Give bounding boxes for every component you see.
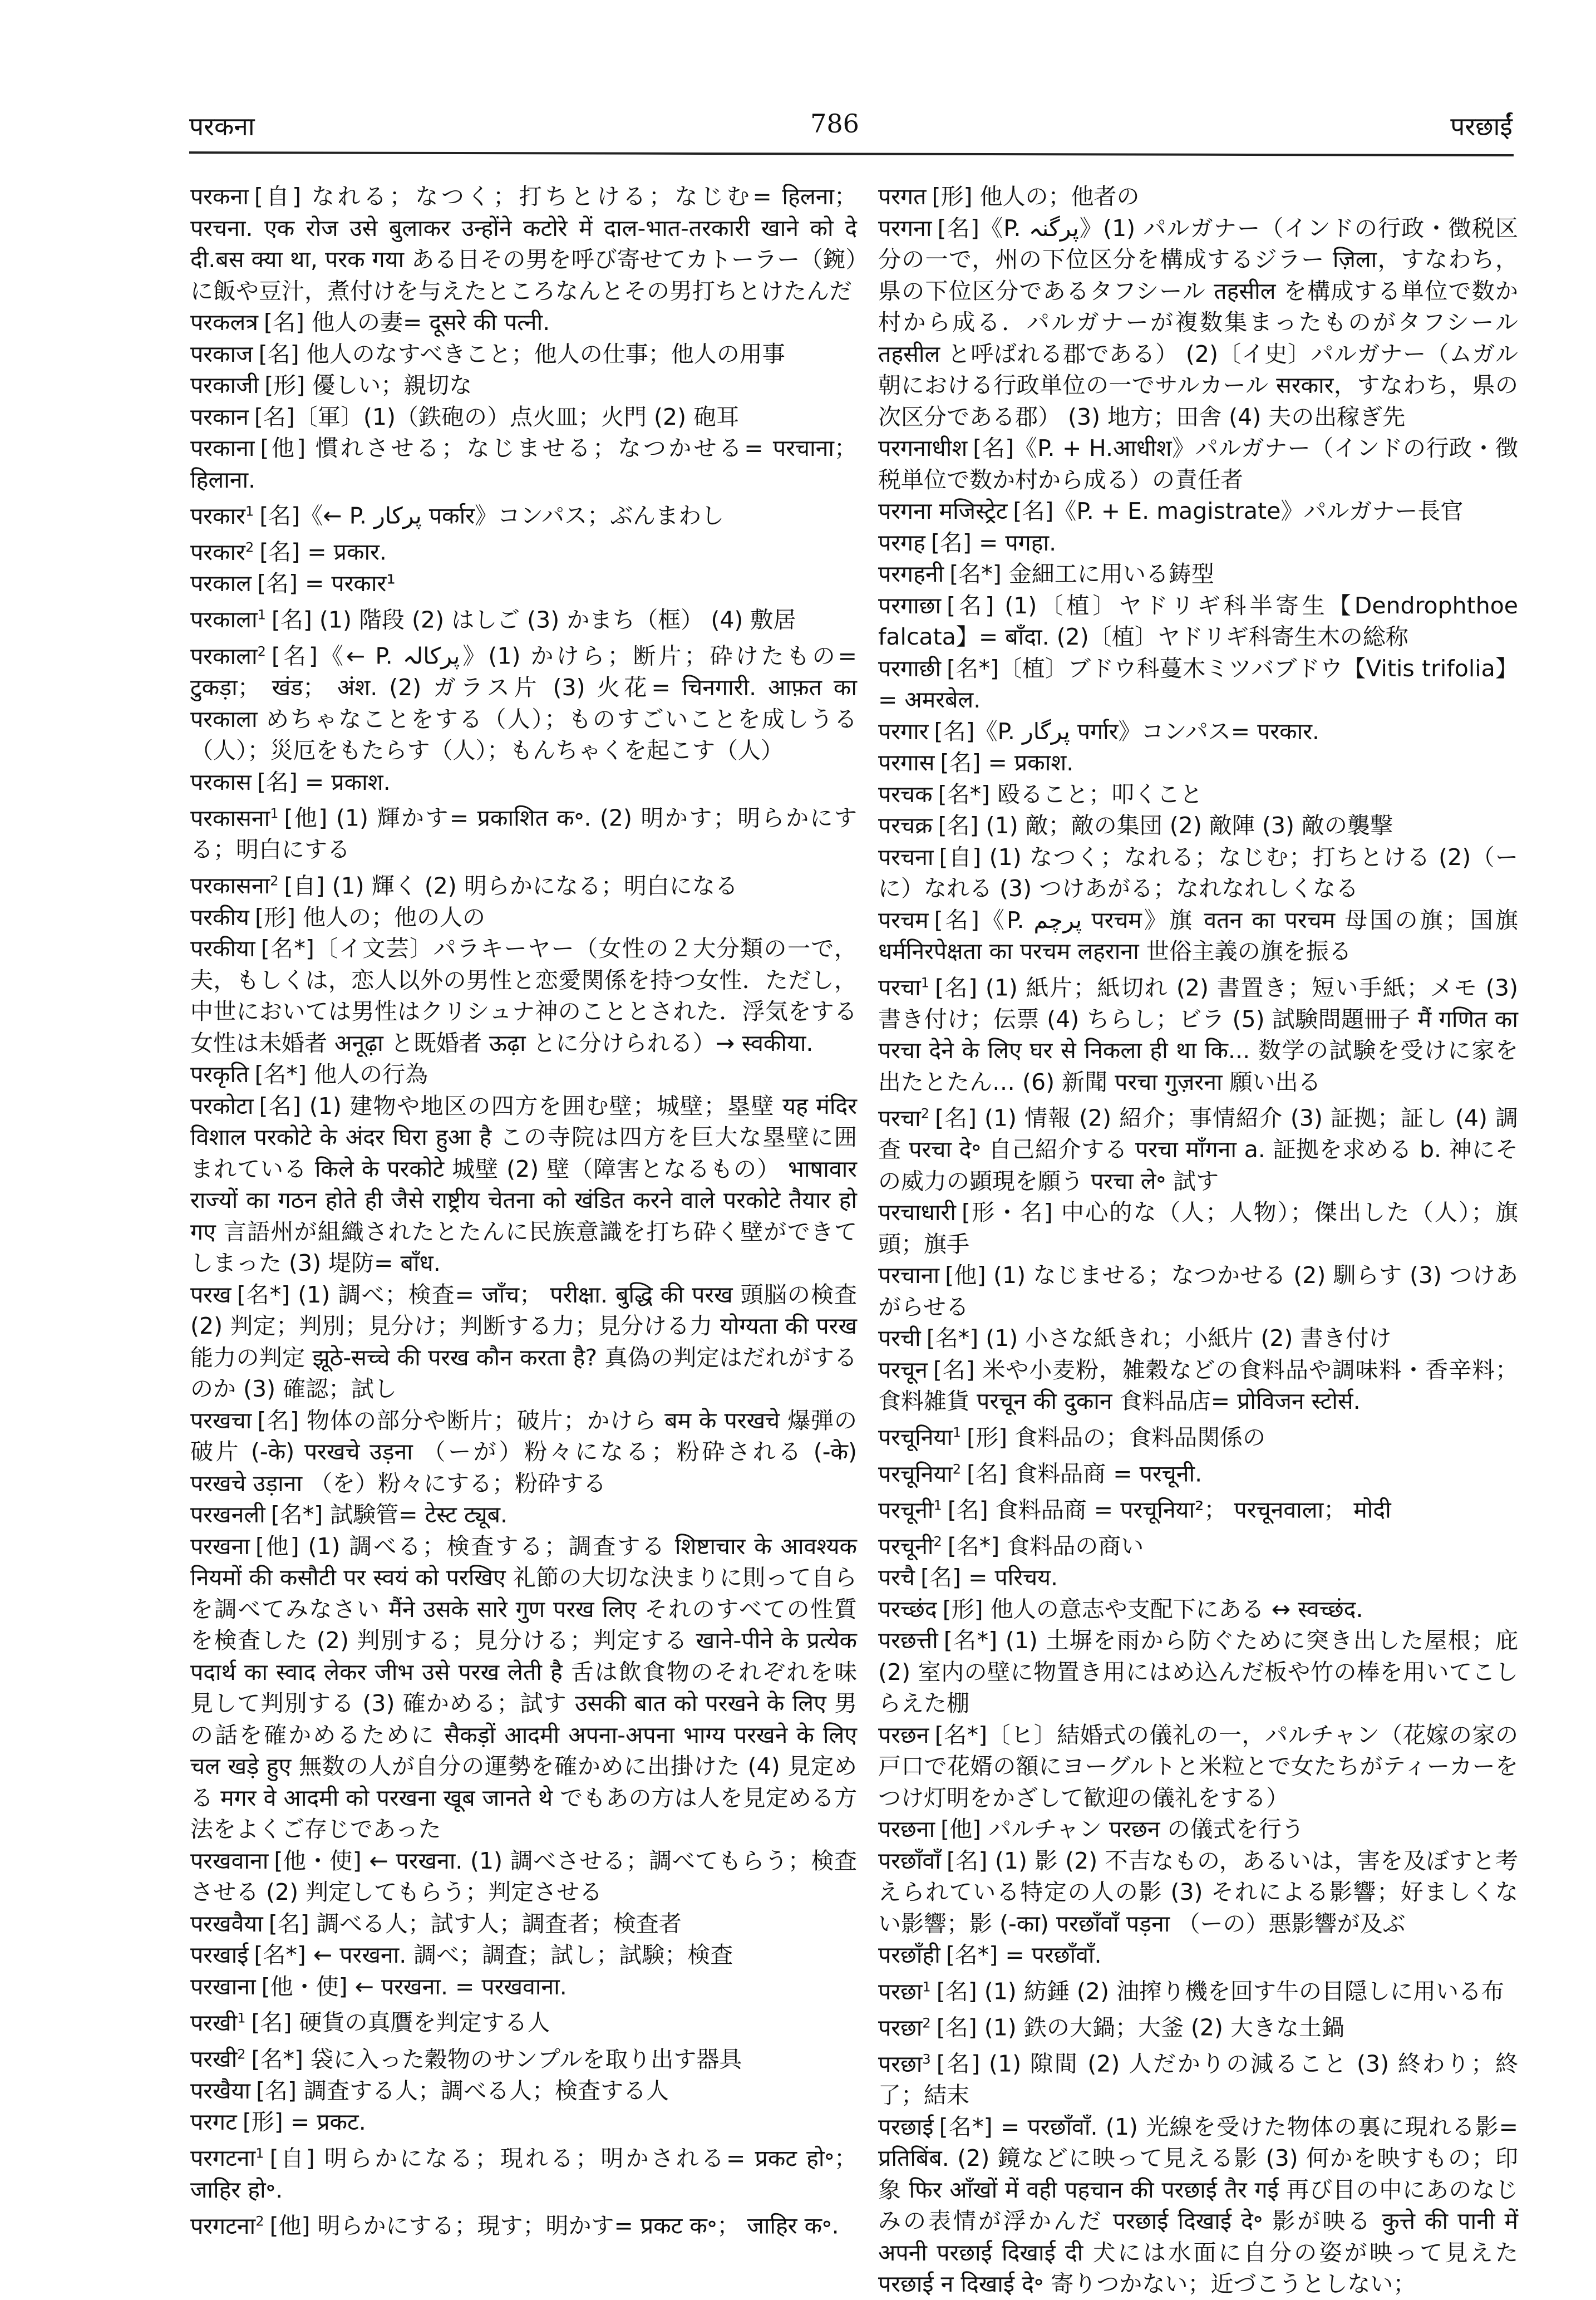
dictionary-entry	[190, 798, 857, 866]
dictionary-entry	[878, 842, 1518, 905]
headword	[878, 1461, 961, 1487]
headword-text: परकाज	[190, 340, 253, 367]
dictionary-entry	[878, 905, 1518, 967]
header-rule	[189, 151, 1514, 156]
headword	[190, 935, 255, 962]
headword-text: परगना मजिस्ट्रेट	[878, 498, 1008, 524]
headword-text: परचून	[878, 1356, 928, 1383]
headword-text: परचना	[878, 843, 934, 871]
headword-text: परचक	[878, 780, 933, 808]
dictionary-entry	[878, 779, 1518, 810]
dictionary-entry	[878, 1490, 1518, 1526]
homonym-number: 2	[270, 873, 279, 889]
headword-text: परचाना	[878, 1262, 940, 1289]
definition: [名]《← P. پرکار पर्कार》コンパス；ぶんまわし	[259, 502, 725, 529]
definition: [名] (1) 情報 (2) 紹介；事情紹介 (3) 証拠；証し (4) 調査 परचा दे॰ 自己紹介する परचा माँगना a. 証拠を求める b. 神にその威力の顕現を願う परचा ले॰ 試す	[878, 1104, 1518, 1195]
headword-text: परकाला	[190, 642, 258, 670]
headword	[878, 1627, 938, 1654]
definition: [形] 食料品の；食料品関係の	[967, 1424, 1266, 1451]
headword	[878, 2014, 931, 2041]
definition: [名] 食料品商 = परचूनिया²； परचूनवाला； मोदी	[947, 1496, 1391, 1523]
definition: [名] (1)〔植〕ヤドリギ科半寄生【Dendrophthoe falcata】= बाँदा. (2)〔植〕ヤドリギ科寄生木の総称	[878, 592, 1518, 650]
definition: [他] 明らかにする；現す；明かす= प्रकट क॰； जाहिर क॰.	[269, 2213, 839, 2240]
headword-text: परछाँही	[878, 1942, 940, 1969]
dictionary-entry	[190, 766, 857, 798]
definition: [名*]〔イ文芸〕パラキーヤー（女性の２大分類の一で，夫，もしくは，恋人以外の男性と恋愛関係を持つ女性．ただし，中世においては男性はクリシュナ神のこととされた．浮気をする女性は未婚者 अनूढ़ा と既婚者 ऊढ़ा とに分けられる）→ स्वकीया.	[190, 935, 857, 1056]
headword-text: परखैया	[190, 2077, 250, 2104]
dictionary-entry	[878, 213, 1518, 433]
dictionary-entry	[190, 1405, 857, 1500]
headword	[190, 2046, 246, 2072]
headword-text: परछा	[878, 2050, 923, 2077]
guide-word-right: परछाईं	[1450, 111, 1513, 141]
definition: [名] = प्रकाश.	[257, 768, 391, 795]
homonym-number: 1	[237, 2010, 246, 2026]
dictionary-entry	[878, 1417, 1518, 1453]
definition: [名] (1) 階段 (2) はしご (3) かまち（框） (4) 敷居	[271, 606, 796, 633]
headword-text: परकाजी	[190, 372, 259, 399]
dictionary-entry	[190, 1908, 857, 1940]
headword-text: परगाछी	[878, 655, 942, 682]
headword-text: परखवाना	[190, 1847, 269, 1874]
headword-text: परछना	[878, 1816, 935, 1843]
headword	[878, 498, 1007, 524]
dictionary-entry	[190, 401, 857, 433]
definition: [他] (1) 輝かす= प्रकाशित क॰. (2) 明かす；明らかにする；明白にする	[190, 804, 857, 863]
homonym-number: 1	[255, 2145, 264, 2161]
definition: [名*] = परछाँवाँ.	[945, 1942, 1102, 1969]
homonym-number: 2	[922, 2015, 931, 2031]
headword-text: परचूनिया	[878, 1424, 953, 1451]
definition: [形] 他人の意志や支配下にある ↔ स्वच्छंद.	[942, 1595, 1363, 1623]
headword-text: परगह	[878, 529, 925, 556]
definition: [他] 慣れさせる；なじませる；なつかせる= परचाना； हिलाना.	[190, 435, 857, 493]
headword	[878, 844, 933, 871]
headword	[878, 1105, 929, 1132]
headword	[190, 1847, 268, 1874]
dictionary-entry	[878, 1526, 1518, 1562]
dictionary-entry	[878, 590, 1518, 653]
dictionary-entry	[878, 653, 1518, 716]
definition: [名*] ← परखना. 調べ；調査；試し；試験；検査	[254, 1942, 733, 1969]
homonym-number: 1	[245, 503, 254, 519]
headword	[190, 570, 252, 597]
headword-text: परछाँवाँ	[878, 1847, 941, 1874]
headword	[190, 805, 279, 832]
headword	[878, 1816, 935, 1842]
headword	[190, 904, 249, 931]
left-column	[190, 181, 857, 2242]
headword-text: परछाई	[878, 2113, 934, 2140]
definition: [名]《P. + H.आधीश》パルガナー（インドの行政・徴税単位で数か村から成る）の責任者	[878, 435, 1518, 493]
definition: [名]《P. پرگار पर्गार》コンパス= परकार.	[934, 717, 1320, 745]
definition: [名*] (1) 土塀を雨から防ぐために突き出した屋根；庇 (2) 室内の壁に物置き用にはめ込んだ板や竹の棒を用いてこしらえた棚	[878, 1627, 1518, 1717]
definition: [名] = पगहा.	[930, 529, 1057, 556]
dictionary-entry	[878, 967, 1518, 1098]
dictionary-entry	[878, 1260, 1518, 1323]
headword	[190, 1281, 231, 1308]
definition: [名]《P. پرچم परचम》旗 वतन का परचम 母国の旗；国旗 धर्मनिरपेक्षता का परचम लहराना 世俗主義の旗を振る	[878, 906, 1518, 965]
definition: [自] (1) なつく；なれる；なじむ；打ちとける (2)（ーに）なれる (3) つけあがる；なれなれしくなる	[878, 843, 1518, 902]
headword	[190, 2009, 246, 2036]
dictionary-entry	[878, 1098, 1518, 1197]
definition: [名*] (1) 調べ；検査= जाँच； परीक्षा. बुद्धि की परख 頭脳の検査 (2) 判定；判別；見分け；判断する力；見分ける力 योग्यता की परख 能力の判定 झूठे-सच्चे की परख कौन करता है? 真偽の判定はだれがするのか (3) 確認；試し	[190, 1281, 857, 1403]
headword	[878, 1533, 942, 1560]
homonym-number: 1	[922, 1978, 931, 1994]
headword-text: परकार	[190, 538, 245, 566]
headword	[878, 215, 932, 242]
headword-text: परकाना	[190, 435, 255, 461]
definition: [形] 他人の；他の人の	[254, 903, 485, 931]
headword-text: परगटना	[190, 2213, 256, 2240]
definition: [名]〔軍〕(1)（鉄砲の）点火皿；火門 (2) 砲耳	[254, 403, 740, 430]
headword	[190, 183, 249, 210]
headword-text: परगनाधीश	[878, 435, 968, 461]
headword	[190, 1942, 248, 1968]
headword	[190, 1407, 252, 1434]
headword	[190, 341, 253, 367]
dictionary-entry	[878, 2007, 1518, 2043]
definition: [名] = प्रकाश.	[940, 749, 1074, 776]
headword	[878, 529, 925, 556]
headword-text: परखना	[190, 1532, 250, 1560]
headword-text: परगटना	[190, 2145, 256, 2172]
headword	[878, 1497, 942, 1523]
headword-text: परचा	[878, 1104, 921, 1132]
headword-text: परकृति	[190, 1061, 249, 1088]
dictionary-entry	[878, 1845, 1518, 1940]
headword	[190, 404, 249, 430]
dictionary-entry	[190, 2106, 857, 2138]
dictionary-entry	[878, 527, 1518, 559]
homonym-number: 1	[933, 1497, 942, 1513]
homonym-number: 2	[237, 2046, 246, 2062]
headword-text: परकोटा	[190, 1092, 254, 1119]
dictionary-entry	[878, 1939, 1518, 1971]
definition: [名] 硬貨の真贋を判定する人	[251, 2009, 550, 2037]
headword	[190, 539, 254, 566]
definition: [名]《P. + E. magistrate》パルガナー長官	[1013, 498, 1464, 524]
headword	[878, 718, 929, 745]
definition: [名*] 試験管= टेस्ट ट्यूब.	[270, 1501, 508, 1529]
homonym-number: 2	[255, 2213, 264, 2229]
headword-text: परगास	[878, 749, 935, 776]
dictionary-entry	[190, 307, 857, 338]
dictionary-entry	[190, 2075, 857, 2107]
definition: [他] (1) なじませる；なつかせる (2) 馴らす (3) つけあがらせる	[878, 1262, 1518, 1320]
homonym-number: 1	[257, 607, 266, 623]
definition: [名] (1) 紡錘 (2) 油搾り機を回す牛の目隠しに用いる布	[936, 1978, 1504, 2005]
headword-text: परचा	[878, 974, 921, 1001]
headword	[878, 435, 967, 461]
headword-text: परकार	[190, 502, 245, 529]
dictionary-entry	[878, 433, 1518, 495]
headword	[190, 435, 255, 461]
headword	[190, 1061, 249, 1088]
dictionary-entry	[190, 1499, 857, 1531]
dictionary-entry	[878, 495, 1518, 527]
headword-text: परकासना	[190, 872, 270, 900]
definition: [名] (1) 紙片；紙切れ (2) 書置き；短い手紙；メモ (3) 書き付け；伝票 (4) ちらし；ビラ (5) 試験問題冊子 मैं गणित का परचा देने के लिए घर से निकला ही था कि... 数学の試験を受けに家を出たとたん… (6) 新聞 परचा गुज़रना 願い出る	[878, 974, 1518, 1095]
headword-text: परगत	[878, 183, 927, 210]
headword-text: परगट	[190, 2109, 237, 2136]
headword	[190, 2077, 250, 2104]
definition: [名*] 他人の行為	[254, 1061, 428, 1088]
dictionary-entry	[190, 2039, 857, 2075]
headword-text: परखाई	[190, 1942, 249, 1969]
headword	[190, 1501, 265, 1528]
homonym-number: 1	[952, 1424, 962, 1441]
headword	[190, 872, 279, 899]
definition: [自] なれる；なつく；打ちとける；なじむ= हिलना； परचना. एक रोज उसे बुलाकर उन्होंने कटोरे में दाल-भात-तरकारी खाने को दे दी.बस क्या था, परक गया ある日その男を呼び寄せてカトーラー（鋺）に飯や豆汁，煮付けを与えたところなんとその男打ちとけたんだ	[190, 183, 858, 304]
definition: [名] 調査する人；調べる人；検査する人	[256, 2077, 669, 2104]
dictionary-entry	[878, 1814, 1518, 1845]
headword-text: परचूनिया	[878, 1460, 953, 1487]
definition: [他・使] ← परखना. = परखवाना.	[261, 1973, 567, 2000]
dictionary-entry	[190, 568, 857, 599]
dictionary-entry	[190, 866, 857, 902]
headword-text: परच्छंद	[878, 1595, 937, 1623]
guide-word-left: परकना	[189, 111, 255, 141]
dictionary-entry	[190, 2138, 857, 2206]
headword-text: परकान	[190, 403, 249, 430]
headword	[878, 1199, 956, 1226]
dictionary-entry	[878, 1562, 1518, 1594]
headword	[878, 1942, 940, 1968]
dictionary-entry	[190, 636, 857, 766]
definition: [名*]〔植〕ブドウ科蔓木ミツバブドウ【Vitis trifolia】= अमरबेल.	[878, 655, 1518, 713]
definition: [名*] = परछाँवाँ. (1) 光線を受けた物体の裏に現れる影= प्रतिबिंब. (2) 鏡などに映って見える影 (3) 何かを映すもの；印象 फिर आँखों में वही पहचान की परछाई तैर गई 再び目の中にあのなじみの表情が浮かんだ परछाई दिखाई दे॰ 影が映る कुत्ते की पानी में अपनी परछाई दिखाई दी 犬には水面に自分の姿が映って見えた परछाई न दिखाई दे॰ 寄りつかない；近づこうとしない；	[878, 2113, 1518, 2298]
homonym-number: 2	[952, 1461, 962, 1477]
dictionary-entry	[190, 2002, 857, 2038]
headword	[878, 812, 933, 839]
headword-text: परखी	[190, 2009, 238, 2037]
headword	[878, 561, 944, 587]
headword	[190, 372, 259, 399]
definition: [形] = प्रकट.	[242, 2109, 366, 2136]
headword-text: परखचा	[190, 1407, 252, 1434]
dictionary-entry	[878, 1971, 1518, 2007]
headword	[878, 1847, 941, 1874]
definition: [自] 明らかになる；現れる；明かされる= प्रकट हो॰； जाहिर हो॰.	[190, 2145, 857, 2203]
dictionary-entry	[190, 370, 857, 401]
headword-text: परचम	[878, 906, 929, 933]
homonym-number: 1	[270, 805, 279, 822]
headword	[878, 1722, 929, 1748]
homonym-number: 2	[245, 539, 254, 556]
homonym-number: 2	[920, 1105, 929, 1122]
headword	[190, 1093, 253, 1119]
definition: [形・名] 中心的な（人；人物）；傑出した（人）；旗頭；旗手	[878, 1199, 1518, 1257]
headword-text: परखवैया	[190, 1910, 263, 1937]
headword-text: परची	[878, 1325, 921, 1352]
headword-text: परकना	[190, 183, 249, 210]
headword-text: परचक्र	[878, 812, 933, 839]
headword	[878, 1325, 921, 1352]
dictionary-entry	[878, 1354, 1518, 1417]
headword	[190, 2145, 264, 2171]
headword	[878, 1424, 961, 1451]
dictionary-entry	[190, 181, 857, 307]
dictionary-entry	[190, 1845, 857, 1908]
dictionary-entry	[878, 2111, 1518, 2300]
headword-text: परचूनी	[878, 1496, 934, 1523]
definition: [名] (1) 建物や地区の四方を囲む壁；城壁；塁壁 यह मंदिर विशाल परकोटे के अंदर घिरा हुआ है この寺院は四方を巨大な塁壁に囲まれている किले के परकोटे 城壁 (2) 壁（障害となるもの） भाषावार राज्यों का गठन होते ही जैसे राष्ट्रीय चेतना को खंडित करने वाले परकोटे तैयार हो गए 言語州が組織されたとたんに民族意識を打ち砕く壁ができてしまった (3) 堤防= बाँध.	[190, 1092, 857, 1277]
dictionary-entry	[190, 1971, 857, 2003]
definition: [名] 米や小麦粉，雑穀などの食料品や調味料・香辛料；食料雑貨 परचून की दुकान 食料品店= प्रोविजन स्टोर्स.	[878, 1356, 1518, 1415]
dictionary-entry	[190, 532, 857, 568]
headword	[878, 907, 929, 933]
headword-text: परकाल	[190, 570, 252, 597]
headword-text: परगार	[878, 717, 929, 745]
headword	[190, 606, 266, 633]
definition: [形] 他人の；他者の	[932, 183, 1140, 210]
definition: [名] 物体の部分や断片；破片；かけら बम के परखचे 爆弾の破片 (-के) परखचे उड़ना （ーが）粉々になる；粉砕される (-के) परखचे उड़ाना （を）粉々にする；粉砕する	[190, 1407, 857, 1497]
headword-text: परछत्ती	[878, 1627, 938, 1654]
dictionary-entry	[190, 1090, 857, 1279]
definition: [名] = परकार¹	[257, 570, 396, 597]
headword	[190, 2213, 264, 2239]
definition: [他・使] ← परखना. (1) 調べさせる；調べてもらう；検査させる (2) 判定してもらう；判定させる	[190, 1847, 857, 1906]
dictionary-entry	[190, 338, 857, 370]
headword-text: परकीया	[190, 935, 255, 962]
headword	[878, 1564, 915, 1591]
headword	[878, 183, 927, 210]
dictionary-entry	[190, 599, 857, 636]
headword	[878, 2051, 931, 2077]
definition: [名] 食料品商 = परचूनी.	[967, 1460, 1203, 1487]
headword-text: परखाना	[190, 1973, 256, 2000]
dictionary-entry	[878, 747, 1518, 779]
dictionary-entry	[878, 1453, 1518, 1490]
headword-text: परचै	[878, 1564, 915, 1591]
headword	[878, 1262, 939, 1289]
dictionary-entry	[878, 181, 1518, 213]
definition: [名] = प्रकार.	[259, 538, 387, 566]
headword	[190, 309, 258, 336]
headword-text: परकास	[190, 768, 252, 795]
definition: [名] (1) 影 (2) 不吉なもの，あるいは，害を及ぼすと考えられている特定の人の影 (3) それによる影響；好ましくない影響；影 (-का) परछाँवाँ पड़ना （ーの）悪影響が及ぶ	[878, 1847, 1518, 1937]
definition: [名*] 袋に入った穀物のサンプルを取り出す器具	[251, 2046, 742, 2073]
definition: [名]《P. پرگنہ》(1) パルガナー（インドの行政・徴税区分の一で，州の下位区分を構成するジラー ज़िला，すなわち，県の下位区分であるタフシール तहसील を構成する単位で数か村から成る．パルガナーが複数集まったものがタフシール तहसील と呼ばれる郡である） (2)〔イ史〕パルガナー（ムガル朝における行政単位の一でサルカール सरकार，すなわち，県の次区分である郡） (3) 地方；田舎 (4) 夫の出稼ぎ先	[878, 214, 1518, 430]
definition: [他] (1) 調べる；検査する；調査する शिष्टाचार के आवश्यक नियमों की कसौटी पर स्वयं को परखिए 礼節の大切な決まりに則って自らを調べてみなさい मैंने उसके सारे गुण परख लिए それのすべての性質を検査した (2) 判別する；見分ける；判定する खाने-पीने के प्रत्येक पदार्थ का स्वाद लेकर जीभ उसे परख लेती है 舌は飲食物のそれぞれを味見して判別する (3) 確かめる；試す उसकी बात को परखने के लिए 男の話を確かめるために सैकड़ों आदमी अपना-अपना भाग्य परखने के लिए चल खड़े हुए 無数の人が自分の運勢を確かめに出掛けた (4) 見定める मगर वे आदमी को परखना खूब जानते थे でもあの方は人を見定める方法をよくご存じであった	[190, 1532, 857, 1843]
headword	[878, 2114, 934, 2140]
definition: [名]《← P. پرکالہ》(1) かけら；断片；砕けたもの= टुकड़ा； खंड； अंश. (2) ガラス片 (3) 火花= चिनगारी. आफ़त का परकाला めちゃなことをする（人）；ものすごいことを成しうる（人）；災厄をもたらす（人）；もんちゃくを起こす（人）	[190, 642, 858, 764]
headword-text: परकासना	[190, 804, 270, 832]
definition: [名*] (1) 小さな紙きれ；小紙片 (2) 書き付け	[926, 1325, 1392, 1352]
headword	[190, 769, 252, 795]
dictionary-entry	[878, 1594, 1518, 1625]
right-column	[878, 181, 1518, 2300]
headword-text: परकलत्र	[190, 309, 258, 336]
definition: [形] 優しい；親切な	[264, 372, 472, 399]
definition: [名] = परिचय.	[920, 1564, 1058, 1591]
definition: [名] 他人の妻= दूसरे की पत्नी.	[263, 309, 550, 336]
definition: [他] パルチャン परछन の儀式を行う	[940, 1816, 1304, 1843]
headword	[878, 1978, 931, 2005]
headword-text: परछन	[878, 1721, 929, 1748]
dictionary-entry	[190, 1939, 857, 1971]
definition: [名*]〔ヒ〕結婚式の儀礼の一，パルチャン（花嫁の家の戸口で花婿の額にヨーグルトと米粒とで女たちがティーカーをつけ灯明をかざして歓迎の儀礼をする）	[878, 1721, 1518, 1811]
headword-text: परगना	[878, 214, 932, 242]
dictionary-entry	[878, 1719, 1518, 1814]
page-number: 786	[810, 109, 859, 139]
homonym-number: 2	[933, 1534, 942, 1550]
definition: [名*] 食料品の商い	[947, 1532, 1144, 1560]
headword	[878, 974, 929, 1001]
definition: [名] (1) 敵；敵の集団 (2) 敵陣 (3) 敵の襲撃	[938, 812, 1393, 839]
headword-text: परकीय	[190, 903, 249, 931]
headword	[878, 655, 941, 682]
dictionary-entry	[190, 495, 857, 532]
dictionary-entry	[190, 433, 857, 495]
headword-text: परखनली	[190, 1501, 265, 1529]
homonym-number: 1	[920, 975, 929, 991]
headword	[878, 1357, 928, 1383]
headword-text: परकाला	[190, 606, 258, 633]
dictionary-entry	[190, 1059, 857, 1090]
headword-text: परचूनी	[878, 1532, 934, 1560]
headword	[190, 1910, 263, 1937]
headword-text: परछा	[878, 1978, 923, 2005]
headword-text: परछा	[878, 2014, 923, 2041]
headword-text: परगहनी	[878, 561, 944, 587]
headword	[878, 592, 941, 619]
dictionary-entry	[190, 2205, 857, 2242]
dictionary-entry	[878, 810, 1518, 842]
definition: [名] (1) 隙間 (2) 人だかりの減ること (3) 終わり；終了；結末	[878, 2050, 1518, 2109]
headword	[190, 1973, 256, 2000]
headword-text: परख	[190, 1281, 231, 1308]
dictionary-entry	[878, 1197, 1518, 1260]
headword	[878, 749, 934, 776]
headword-text: परचाधारी	[878, 1199, 956, 1226]
definition: [名] 調べる人；試す人；調査者；検査者	[268, 1910, 682, 1937]
homonym-number: 3	[922, 2051, 931, 2067]
dictionary-entry	[878, 1625, 1518, 1719]
headword	[878, 781, 933, 808]
definition: [名*] 殴ること；叩くこと	[938, 780, 1203, 808]
headword	[190, 643, 266, 670]
headword	[190, 503, 254, 529]
definition: [名*] 金細工に用いる鋳型	[949, 561, 1214, 587]
headword	[878, 1596, 937, 1623]
dictionary-entry	[190, 902, 857, 933]
dictionary-entry	[190, 933, 857, 1059]
dictionary-entry	[878, 1323, 1518, 1354]
homonym-number: 2	[257, 643, 266, 659]
headword-text: परगाछा	[878, 592, 942, 619]
headword	[190, 2109, 237, 2135]
dictionary-entry	[190, 1279, 857, 1405]
headword	[190, 1533, 250, 1560]
definition: [名] 他人のなすべきこと；他人の仕事；他人の用事	[258, 340, 785, 367]
dictionary-entry	[190, 1531, 857, 1845]
definition: [自] (1) 輝く (2) 明らかになる；明白になる	[284, 872, 738, 900]
dictionary-entry	[878, 558, 1518, 590]
dictionary-entry	[878, 716, 1518, 748]
headword-text: परखी	[190, 2046, 238, 2073]
definition: [名] (1) 鉄の大鍋；大釜 (2) 大きな土鍋	[936, 2014, 1344, 2041]
dictionary-entry	[878, 2043, 1518, 2111]
